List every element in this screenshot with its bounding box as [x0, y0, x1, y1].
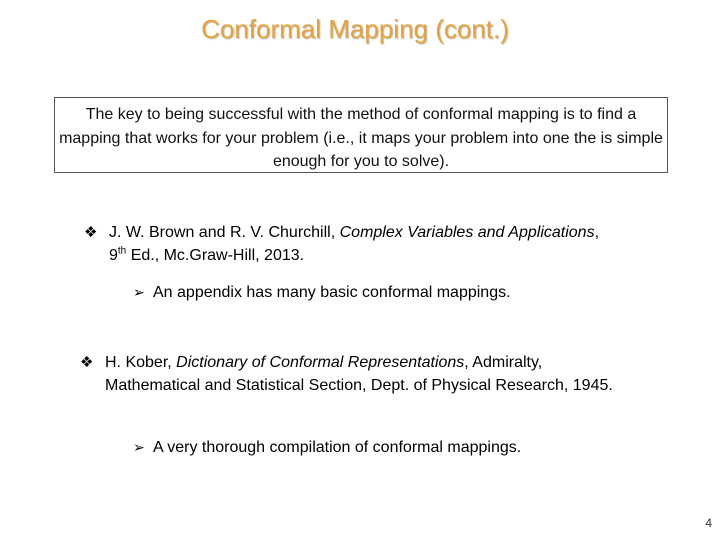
- arrow-bullet-icon: ➢: [133, 284, 145, 300]
- page-number: 4: [705, 516, 712, 530]
- reference-note: An appendix has many basic conformal mappings.: [153, 284, 511, 301]
- reference-authors: H. Kober,: [105, 354, 172, 371]
- reference-edition: , 9: [109, 224, 600, 264]
- reference-note: A very thorough compilation of conformal mappings.: [153, 439, 522, 456]
- arrow-bullet-icon: ➢: [133, 439, 145, 455]
- reference-publisher: Ed., Mc.Graw-Hill, 2013.: [126, 246, 305, 264]
- reference-item-kober: [80, 352, 620, 397]
- diamond-bullet-icon: ❖: [84, 224, 98, 241]
- reference-title: Complex Variables and Applications: [339, 224, 595, 241]
- reference-note-brown: [133, 281, 511, 304]
- reference-text: [105, 352, 620, 397]
- reference-item-brown: [84, 222, 604, 267]
- slide-title: Conformal Mapping (cont.): [201, 14, 509, 44]
- reference-title: Dictionary of Conformal Representations: [176, 354, 465, 371]
- reference-publisher: , Admiralty, Mathematical and Statistical Section, Dept. of Physical Research, 1945.: [105, 354, 613, 394]
- reference-note-kober: [133, 436, 521, 459]
- reference-edition-suffix: th: [117, 245, 127, 257]
- key-statement-box: The key to being successful with the method of conformal mapping is to find a mapping that works for your problem (i.e., it maps your problem into one the is simple enough for you to solve).: [54, 97, 668, 173]
- diamond-bullet-icon: ❖: [80, 354, 94, 371]
- reference-authors: J. W. Brown and R. V. Churchill,: [109, 224, 336, 241]
- reference-text: [109, 222, 604, 267]
